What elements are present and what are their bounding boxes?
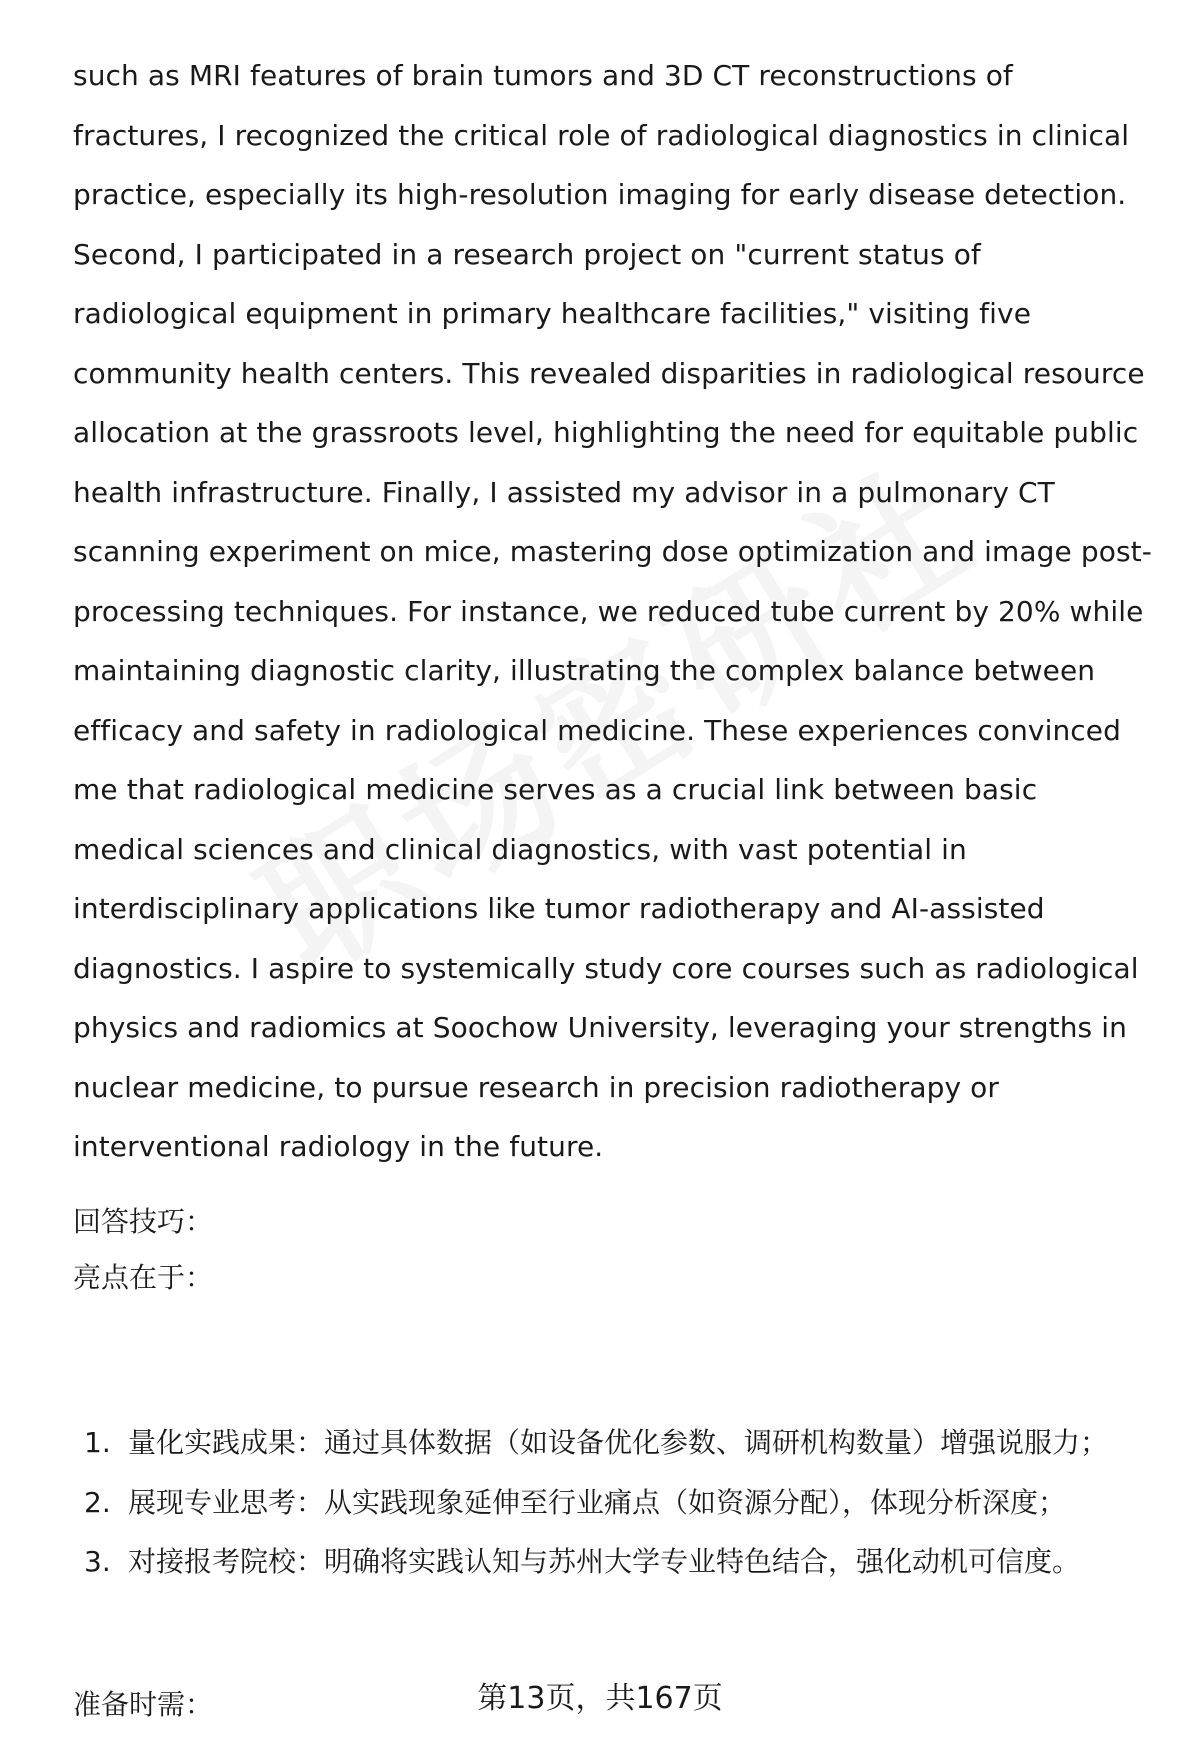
list-item-number: 1. <box>84 1426 111 1459</box>
list-item <box>73 1532 1153 1592</box>
list-item-number: 2. <box>84 1485 111 1519</box>
highlights-list <box>73 1413 1153 1592</box>
answer-paragraph: such as MRI features of brain tumors and 3D CT reconstructions of fractures, I recognized the critical role of radiological diagnostics in clinical practice, especially its high-resolution imaging for early disease detection. Second, I participated in a research project on "current status of radiological equipment in primary healthcare facilities," visiting five community health centers. This revealed disparities in radiological resource allocation at the grassroots level, highlighting the need for equitable public health infrastructure. Finally, I assisted my advisor in a pulmonary CT scanning experiment on mice, mastering dose optimization and image post-processing techniques. For instance, we reduced tube current by 20% while maintaining diagnostic clarity, illustrating the complex balance between efficacy and safety in radiological medicine. These experiences convinced me that radiological medicine serves as a crucial link between basic medical sciences and clinical diagnostics, with vast potential in interdisciplinary applications like tumor radiotherapy and AI-assisted diagnostics. I aspire to systemically study core courses such as radiological physics and radiomics at Soochow University, leveraging your strengths in nuclear medicine, to pursue research in precision radiotherapy or interventional radiology in the future. <box>73 59 1152 1163</box>
page-indicator: 第13页，共167页 <box>477 1681 723 1716</box>
list-item <box>73 1473 1153 1533</box>
list-item <box>73 1413 1153 1473</box>
list-item-text: 对接报考院校：明确将实践认知与苏州大学专业特色结合，强化动机可信度。 <box>128 1545 1081 1578</box>
list-item-number: 3. <box>84 1545 111 1578</box>
tips-heading: 回答技巧： <box>73 1205 214 1238</box>
list-item-text: 量化实践成果：通过具体数据（如设备优化参数、调研机构数量）增强说服力； <box>128 1426 1109 1459</box>
list-item-text: 展现专业思考：从实践现象延伸至行业痛点（如资源分配），体现分析深度； <box>128 1485 1067 1519</box>
highlights-heading: 亮点在于： <box>73 1261 214 1294</box>
prep-heading: 准备时需： <box>73 1688 214 1721</box>
